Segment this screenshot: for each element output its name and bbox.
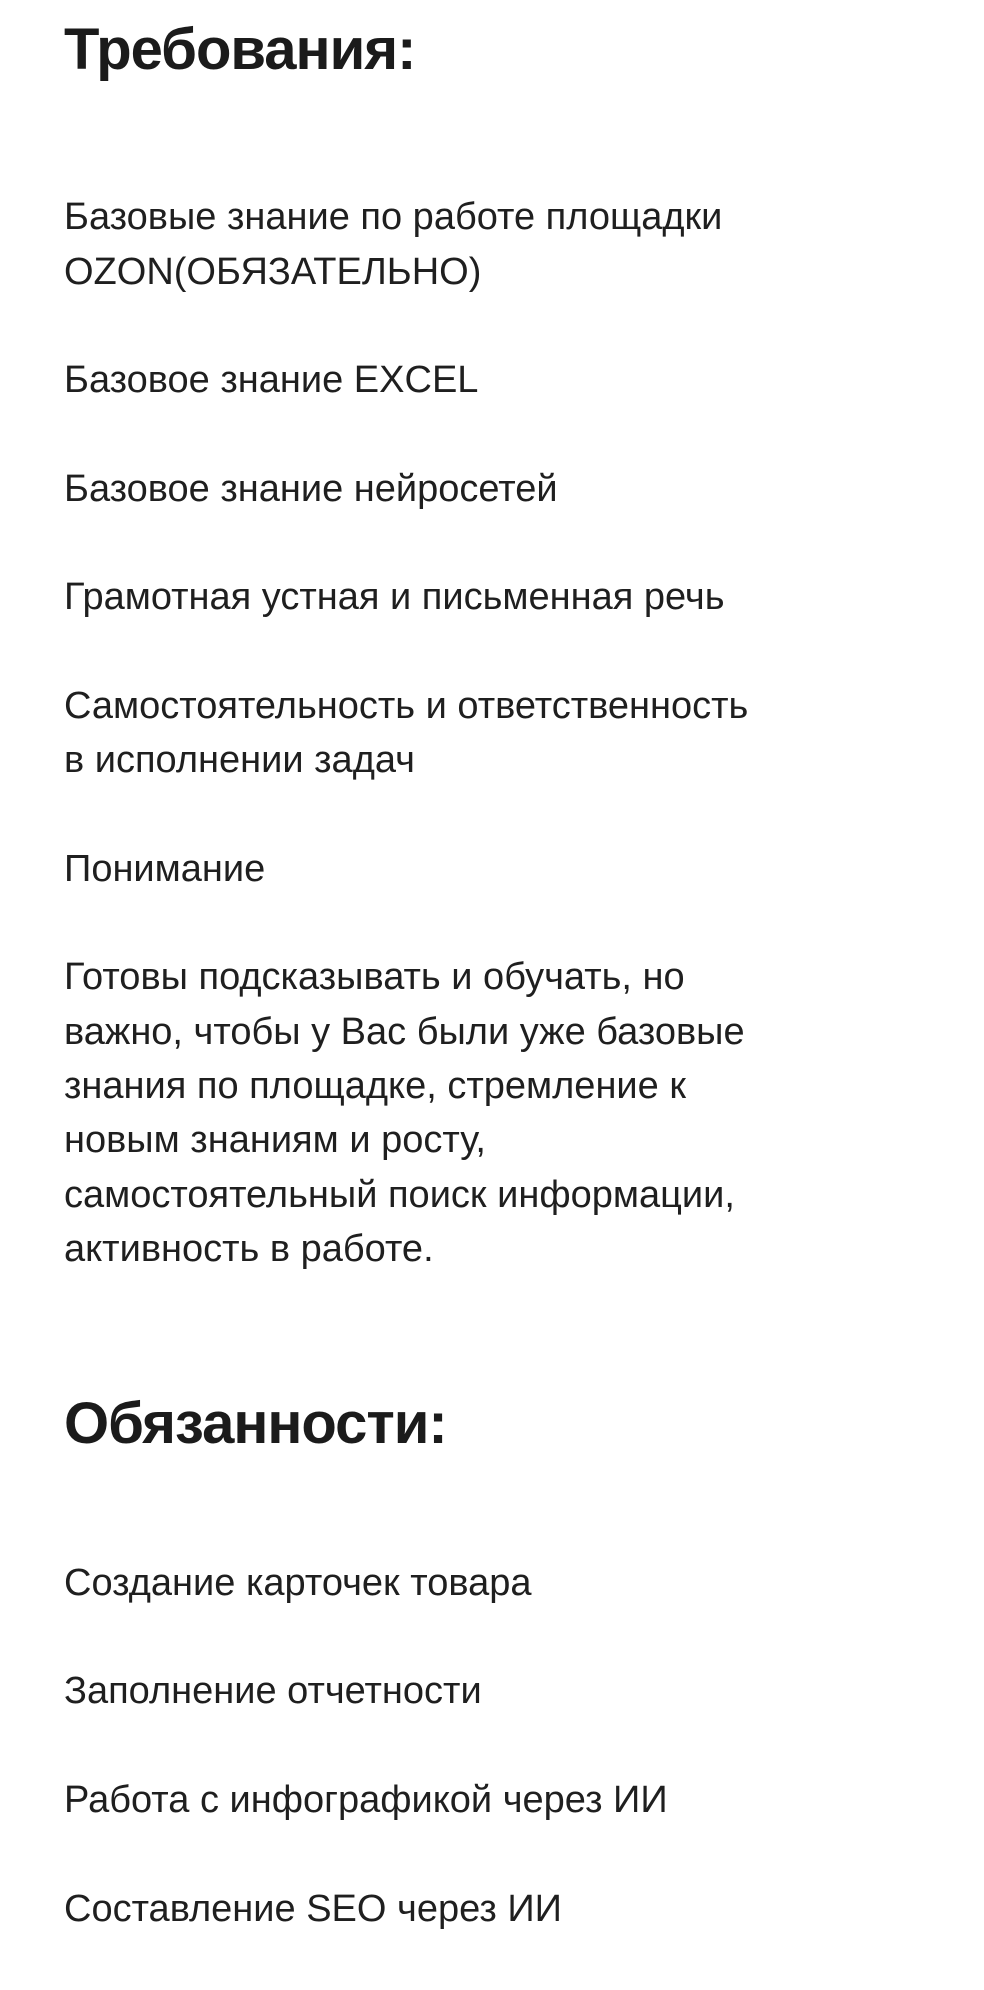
requirement-item: Базовые знание по работе площадки OZON(ОБЯЗАТЕЛЬНО): [64, 196, 723, 293]
requirement-item: Самостоятельность и ответственность в исполнении задач: [64, 684, 749, 782]
requirement-item: Понимание: [64, 847, 266, 890]
duties-list: [64, 1502, 984, 1990]
requirements-section: [64, 0, 984, 1331]
requirement-item: Готовы подсказывать и обучать, но важно, чтобы у Вас были уже базовые знания по площадке, стремление к новым знаниям и росту, самостоятельный поиск информации, активность в работе.: [64, 956, 745, 1270]
requirements-heading: Требования:: [64, 17, 416, 82]
duties-heading: Обязанности:: [64, 1390, 447, 1456]
duty-item: Составление SEO через ИИ: [64, 1887, 562, 1930]
duty-item: Создание карточек товара: [64, 1561, 532, 1604]
requirements-list: [64, 136, 984, 1331]
duties-section: [64, 1392, 984, 1990]
requirement-item: Базовое знание EXCEL: [64, 359, 479, 402]
requirement-item: Грамотная устная и письменная речь: [64, 576, 725, 619]
duty-item: Работа с инфографикой через ИИ: [64, 1779, 668, 1822]
requirement-item: Базовое знание нейросетей: [64, 467, 558, 510]
duty-item: Заполнение отчетности: [64, 1670, 482, 1713]
